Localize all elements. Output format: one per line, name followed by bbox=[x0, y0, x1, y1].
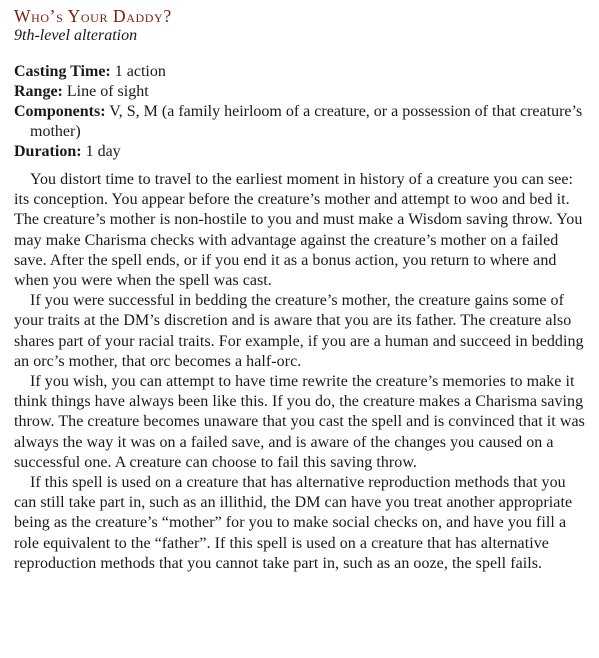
description-paragraph: If this spell is used on a creature that has alternative reproduction methods that you can still take part in, such as an illithid, the DM can have you treat another appropriate being as the creature’s “mother” for you to make social checks on, and have you fill a role equivalent to the “father”. If this spell is used on a creature that has alternative reproduction methods that you cannot take part in, such as an ooze, the spell fails. bbox=[14, 474, 573, 572]
description-paragraph: You distort time to travel to the earliest moment in history of a creature you can see: its conception. You appear before the creature’s mother and attempt to woo and bed it. The creature’s mother is non-hostile to you and must make a Wisdom saving throw. You may make Charisma checks with advantage against the creature’s mother on a failed save. After the spell ends, or if you end it as a bonus action, you return to where and when you were when the spell was cast. bbox=[14, 171, 583, 290]
duration-value: 1 day bbox=[81, 143, 121, 160]
components-value: V, S, M (a family heirloom of a creature, or a possession of that creature’s mother) bbox=[30, 103, 583, 140]
duration-line bbox=[14, 142, 592, 162]
components-label: Components: bbox=[14, 103, 106, 120]
spell-stat-block bbox=[14, 62, 592, 162]
range-label: Range: bbox=[14, 83, 63, 100]
components-line bbox=[14, 102, 592, 142]
casting-time-line bbox=[14, 62, 592, 82]
spell-card bbox=[14, 6, 592, 574]
duration-label: Duration: bbox=[14, 143, 82, 160]
range-value: Line of sight bbox=[62, 83, 149, 100]
casting-time-label: Casting Time: bbox=[14, 63, 111, 80]
range-line bbox=[14, 82, 592, 102]
casting-time-value: 1 action bbox=[110, 63, 166, 80]
spell-title: Who’s Your Daddy? bbox=[14, 6, 172, 26]
spell-school-level: 9th-level alteration bbox=[14, 27, 138, 44]
description-paragraph: If you wish, you can attempt to have time rewrite the creature’s memories to make it think things have always been like this. If you do, the creature makes a Charisma saving throw. The creature becomes unaware that you cast the spell and is convinced that it was always the way it was on a failed save, and is aware of the changes you caused on a successful one. A creature can choose to fail this saving throw. bbox=[14, 373, 585, 471]
spell-description bbox=[14, 170, 592, 574]
description-paragraph: If you were successful in bedding the creature’s mother, the creature gains some of your traits at the DM’s discretion and is aware that you are its father. The creature also shares part of your racial traits. For example, if you are a human and succeed in bedding an orc’s mother, that orc becomes a half-orc. bbox=[14, 292, 584, 370]
